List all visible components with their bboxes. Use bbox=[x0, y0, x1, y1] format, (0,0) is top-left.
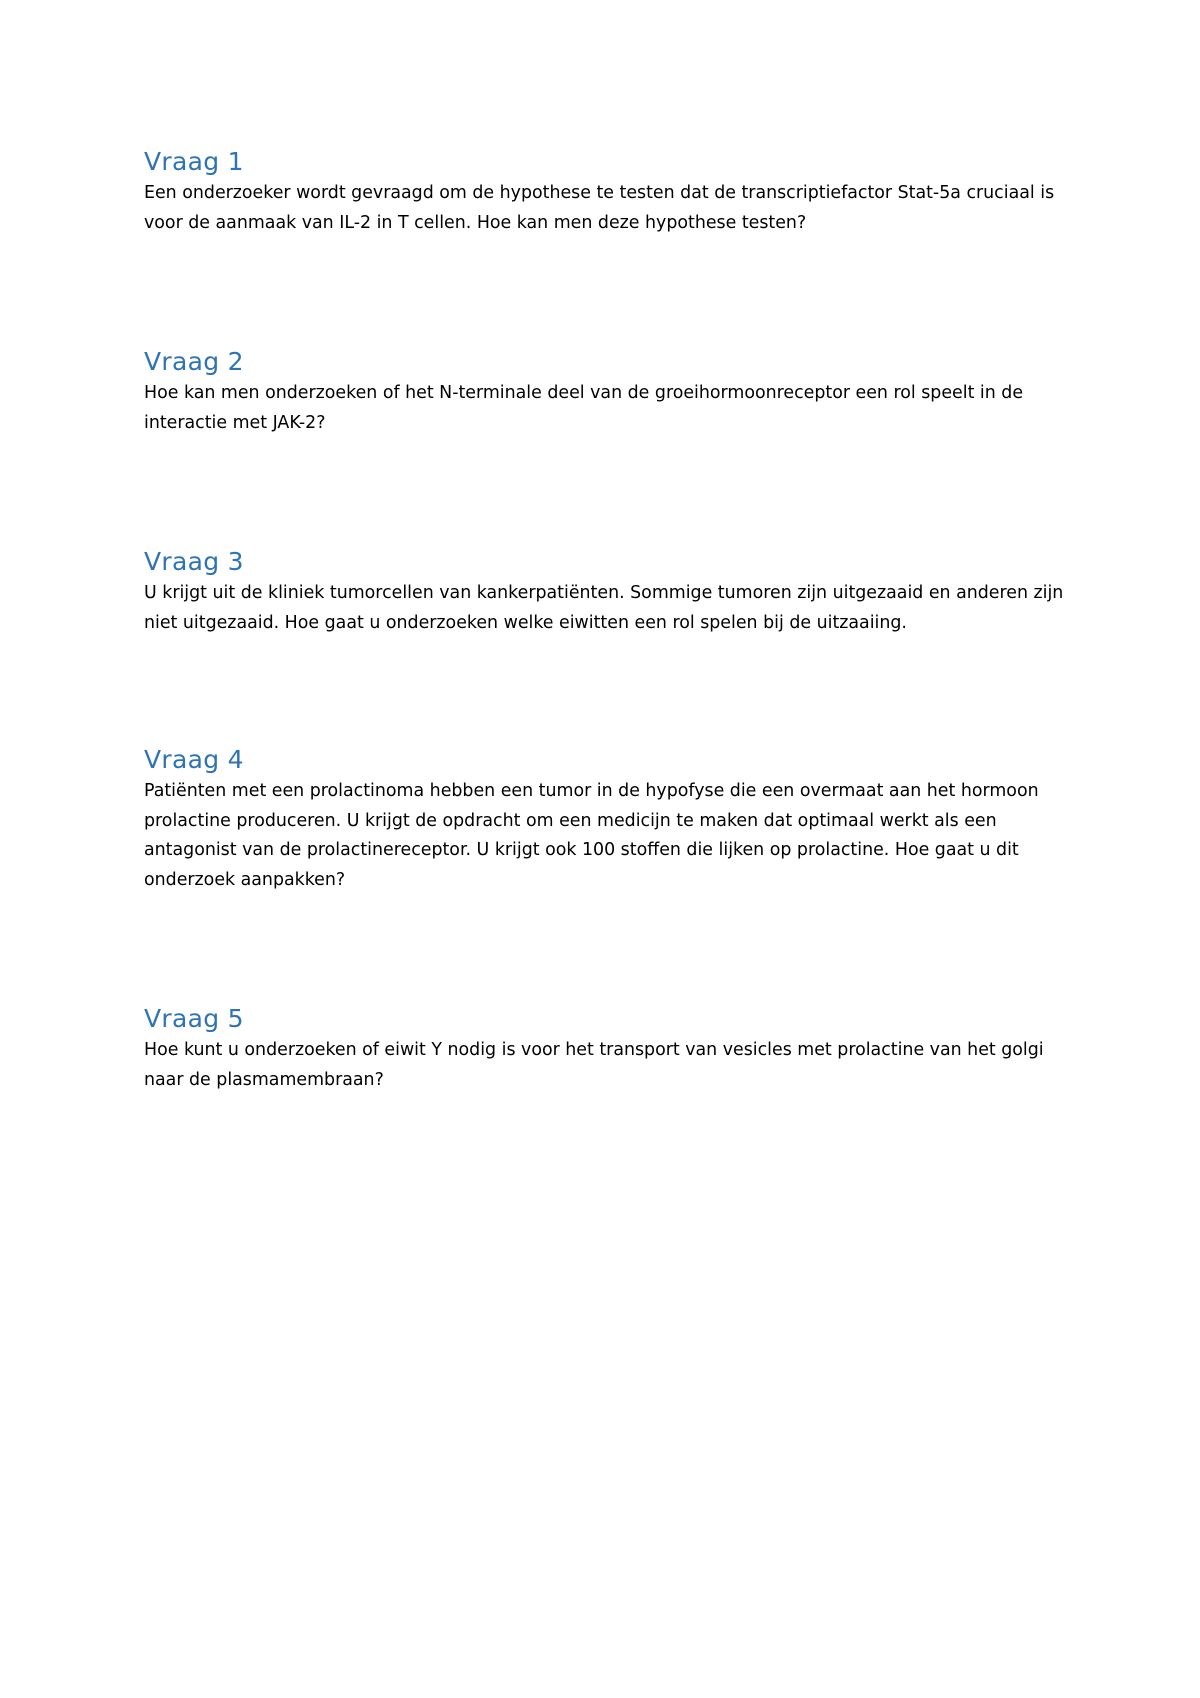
question-5 bbox=[144, 1002, 1084, 1095]
question-3-heading: Vraag 3 bbox=[144, 547, 244, 576]
question-4 bbox=[144, 743, 1084, 895]
question-2-heading: Vraag 2 bbox=[144, 347, 244, 376]
question-3 bbox=[144, 545, 1084, 638]
question-1-heading: Vraag 1 bbox=[144, 147, 244, 176]
question-1 bbox=[144, 145, 1084, 238]
question-2-text: Hoe kan men onderzoeken of het N-terminale deel van de groeihormoonreceptor een rol speelt in de interactie met JAK-2? bbox=[144, 383, 1024, 433]
question-1-text: Een onderzoeker wordt gevraagd om de hypothese te testen dat de transcriptiefactor Stat-5a cruciaal is voor de aanmaak van IL-2 in T cellen. Hoe kan men deze hypothese testen? bbox=[144, 183, 1055, 233]
question-4-heading: Vraag 4 bbox=[144, 745, 244, 774]
question-3-text: U krijgt uit de kliniek tumorcellen van kankerpatiënten. Sommige tumoren zijn uitgezaaid en anderen zijn niet uitgezaaid. Hoe gaat u onderzoeken welke eiwitten een rol spelen bij de uitzaaiing. bbox=[144, 583, 1064, 633]
question-5-heading: Vraag 5 bbox=[144, 1004, 244, 1033]
question-5-text: Hoe kunt u onderzoeken of eiwit Y nodig is voor het transport van vesicles met prolactine van het golgi naar de plasmamembraan? bbox=[144, 1040, 1044, 1090]
question-2 bbox=[144, 345, 1084, 438]
question-4-text: Patiënten met een prolactinoma hebben een tumor in de hypofyse die een overmaat aan het hormoon prolactine produceren. U krijgt de opdracht om een medicijn te maken dat optimaal werkt als een antagonist van de prolactinereceptor. U krijgt ook 100 stoffen die lijken op prolactine. Hoe gaat u dit onderzoek aanpakken? bbox=[144, 781, 1039, 890]
